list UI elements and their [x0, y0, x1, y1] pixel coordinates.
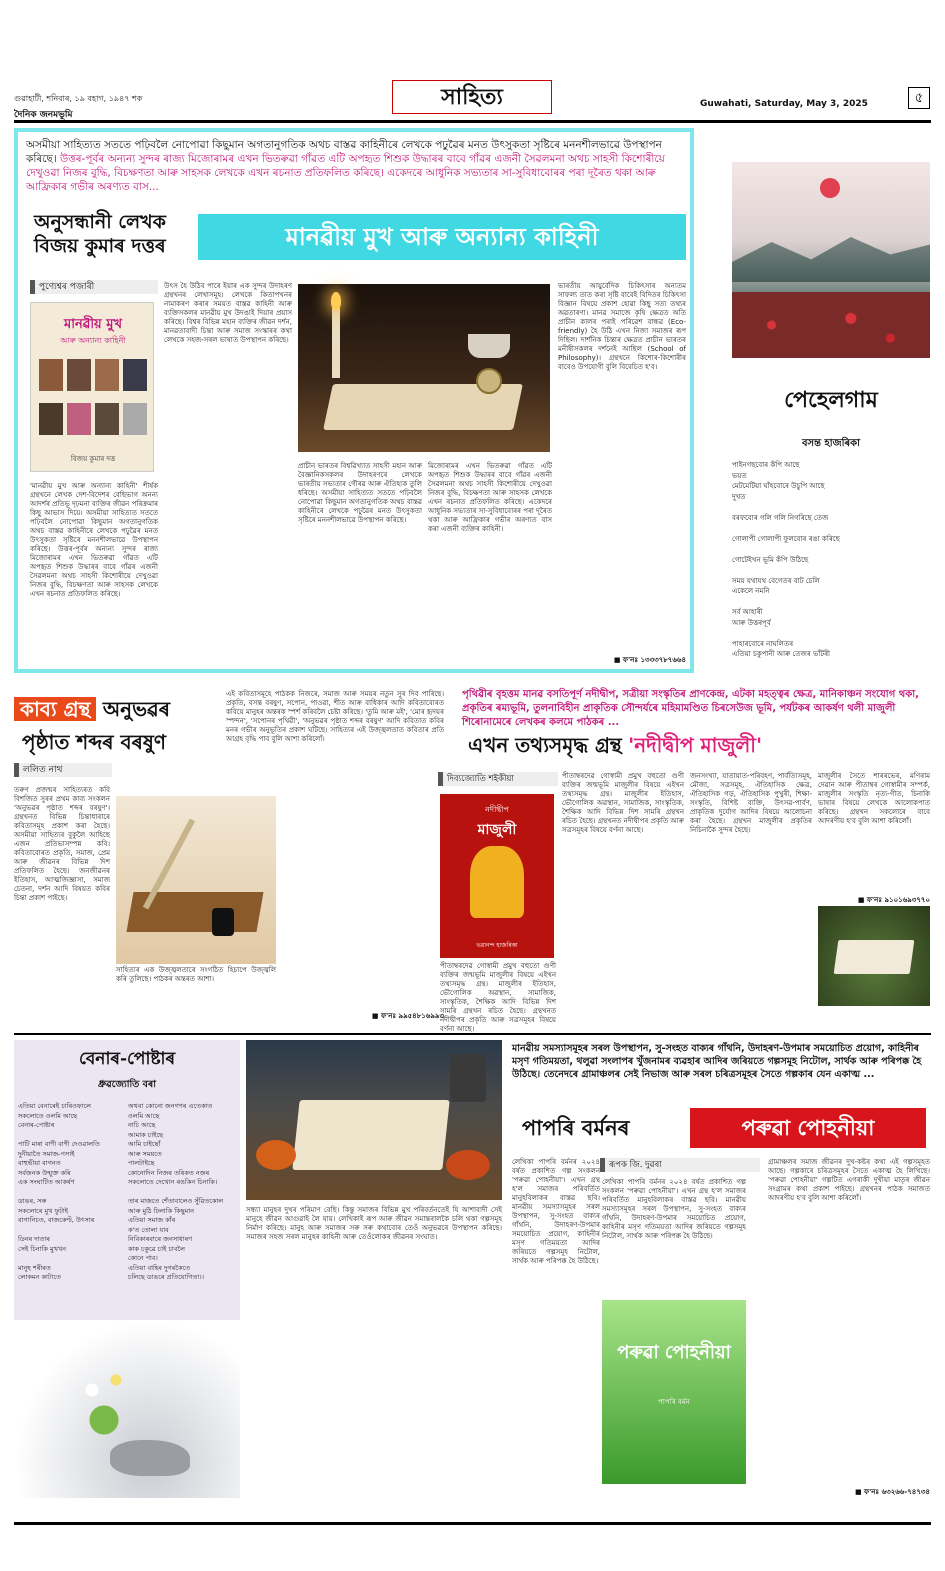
book-cover-subtitle: আৰু অন্যান্য কাহিনী: [60, 336, 126, 345]
majuli-book-title: মাজুলী: [477, 822, 517, 838]
poetry-byline: [14, 763, 112, 777]
book-cover-author: বিজয় কুমাৰ দত্ত: [70, 455, 116, 463]
masthead-left-date: গুৱাহাটী, শনিবাৰ, ১৯ বহাগ, ১৯৪৭ শক: [14, 94, 143, 103]
poetry-col2-text: এই কবিতাসমূহে পাঠকক নিজৰে, সমাজ আৰু সময়ৰ নতুন সুৰ দিব পাৰিছে। প্ৰকৃতি, বসন্ত বৰষুণ, সপোন, পাওৱা, শীত আৰু বাধিকাৰ আদি কবিতাবোৰত কবিয়ে মানুহৰ অন্তৰক স্পৰ্শ কৰিবলৈ চেষ্টা কৰিছে। 'তুমি আৰু মই', 'মোৰ হৃদয়ৰ স্পন্দন', 'সপোনৰ পৃথিৱী', 'অনুভৱৰ পৃষ্ঠাত শব্দৰ বৰষুণ' আদি কবিতাত কবিৰ মনৰ গভীৰ অনুভূতিৰ প্ৰকাশ ঘটিছে। সাহিত্যৰ এই উজ্জ্বলতাত কবিতাৰ প্ৰতি আগ্ৰহ বৃদ্ধি পাব বুলি আশা কৰিলোঁ।: [226, 690, 444, 743]
lead-col1-body: অসমীয়া সাহিত্যত সততে পঢ়িবলৈ নোপোৱা কিছুমান অগতানুগতিক অথচ বাস্তৱ কাহিনীৰে লেখকে পঢ়ুৱৈৰ মনত উৎসুকতা সৃষ্টিৰে মননশীলভাৱে উপস্থাপন কৰিছে। উত্তৰ-পূৰ্বৰ অন্যন্য সুন্দৰ ৰাজ্য মিজোৰামৰ এখন ভিতৰুৱা গাঁৱত এটি অপহৃত শিশুক উদ্ধাৰৰ বাবে গাঁৱৰ এজনী সৈৱলমনা অথচ সাহসী কিশোৰীয়ে দেখুওৱা নিজৰ বুদ্ধি, বিচক্ষণতা আৰু সাহসক লেখকে এখন ৰচনাত প্ৰতিফলিত কৰিছে।: [30, 509, 158, 598]
poem2-col2: অথবা কোনো জনগণৰ এতেকাত ওলমি আছে নাচি আছে আমাক চাইছে আমি চাইছোঁ আৰু সময়তে পালটাইছে কোনোদিন নিজৰ তৰিকত নজৰ সকলোতে দেখোন ৰঙকিন চিনাকি। তাৰ মাজতে শেঁতাবালেও সুঁৱিতকোল আৰু মুঠি ঢিলাকি কিছুমান এতিয়া সমাজ কাঁৰ ক'ত তোলা যাব নিবিকাৰবাৰে জনসাধাৰণ কাক চকুৱে চাই চাবলৈ কোনে পাব। এতিয়া বাহিৰ দুগৰকৈতে চলিছে ডাঙৰে প্ৰতিযোগিতা।।: [128, 1102, 224, 1281]
lead-article: [14, 128, 694, 673]
lead-intro-black: অসমীয়া সাহিত্যত সততে পঢ়িবলৈ নোপোৱা কিছুমান অগতানুগতিক অথচ বাস্তৱ কাহিনীৰে লেখকে পঢ়ুৱৈৰ মনত উৎসুকতা সৃষ্টিৰে মননশীলভাৱে উপস্থাপন কৰিছে।: [26, 139, 662, 165]
poetry-col1-a: তৰুণ প্ৰজন্মৰ সাহিত্যৰত কবি বিশজিত সুৰৰ প্ৰথম কাব্য সংকলন 'অনুভৱৰ পৃষ্ঠাত শব্দৰ বৰষুণ'। গ্ৰন্থখনত বিভিন্ন চিন্তাধাৰাৰে কবিতাসমূহ প্ৰকাশ কৰা হৈছে।: [14, 786, 110, 830]
poem1-text: পাইনগছবোৰ কঁপি আছে ভয়ত মেটমেটিয়া ঘাঁহবোৰে উচুপি আছে দুখত বৰফবোৰ গলি গলি নিগৰিছে তেজ গোলাপী গোলাপী ফুলবোৰ ৰঙা কৰিছে গোটেইখন ভূমি কঁপি উঠিছে সময় যথাযথ বেগেতৰ বাট চেলি একেলে নমনি সৰ্ব আহাৰী আৰু উত্তৰপূৰ্ব পাহাৰবোৰে নাঘলিতৰ এতিয়া চকুপানী আৰু তেজৰ ভাঁটৰী: [732, 461, 840, 658]
portraits-row-1: [39, 359, 147, 391]
pahuwa-col3-text: লেখিকা পাপৰি বৰ্মনৰ ২০২৪ বৰ্ষত প্ৰকাশিত গল্প সংকলন 'পৰুৱা পোহনীয়া'। এখন গ্ৰন্থ হ'ল সমাজৰ পৰিবৰ্তিত মানুহবিলাকৰ বাস্তৱ ছবি। মানৱীয় সমস্যাসমূহৰ সৰল উপস্থাপন, সু-সংহত বাক্যৰ গাঁথনি, উদাহৰণ-উপমাৰ সময়োচিত প্ৰয়োগ, কাহিনীৰ মসৃণ গতিময়তা আদিৰ জৰিয়তে গল্পসমূহ নিটোল, সাৰ্থক আৰু পৰিপক্ক হৈ উঠিছে।: [602, 1178, 746, 1240]
pahuwa-col2-text: লেখিকা পাপৰি বৰ্মনৰ ২০২৪ বৰ্ষত প্ৰকাশিত গল্প সংকলন 'পৰুৱা পোহনীয়া'। এখন গ্ৰন্থ হ'ল সমাজৰ পৰিবৰ্তিত মানুহবিলাকৰ বাস্তৱ ছবি। মানৱীয় সমস্যাসমূহৰ সৰল উপস্থাপন, সু-সংহত বাক্যৰ গাঁথনি, উদাহৰণ-উপমাৰ সময়োচিত প্ৰয়োগ, কাহিনীৰ মসৃণ গতিময়তা আদিৰ জৰিয়তে গল্পসমূহ নিটোল, সাৰ্থক আৰু পৰিপক্ক হৈ উঠিছে।: [512, 1158, 600, 1265]
poetry-kicker-red: কাব্য গ্ৰন্থ: [14, 697, 96, 721]
majuli-intro: পৃথিৱীৰ বৃহত্তম মানৱ বসতিপূৰ্ণ নদীদ্বীপ, সত্ৰীয়া সংস্কৃতিৰ প্ৰাণকেন্দ্ৰ, এটকা মহত্ত্বৰ ক্ষেত্ৰ, মানিকাঞ্চন সংযোগ থকা, প্ৰকৃতিৰ ৰম্যভূমি, তুলনাবিহীন প্ৰাকৃতিক সৌন্দৰ্যৰে মহিমামণ্ডিত চিৰসেউজ ভূমি, পৰ্যটকৰ আকৰ্ষণ থলী মাজুলী শিৰোনামেৰে লেখকৰ কলমে পাঠকৰ ...: [462, 689, 919, 728]
majuli-col3-text: মাজুলীৰ সৈতে শাৰৰভেৰ, মণিৰাম দেৱান আৰু পীতাম্বৰ গোস্বামীৰ সম্পৰ্ক, মাজুলীৰ সংস্কৃতি নৃত্য-গীত, চিনাকি ভাষাৰ বিষয়ে লেখকে আলোকপাত কৰিছে। গ্ৰন্থখন সকলোৰে বাবে আদৰণীয় হ'ব বুলি আশা কৰিলোঁ।: [818, 772, 930, 825]
lead-candle-image: [298, 284, 550, 452]
pehelgam-image: [732, 162, 930, 358]
pahuwa-byline-text: ৰূপক জি. দুৱৰা: [609, 1160, 662, 1170]
majuli-byline-text: দিব্যজ্যোতি শইকীয়া: [447, 774, 514, 784]
majuli-col2-text: জনসংখ্যা, যাতায়াত-পৰিবহণ, পাৰ্বত্যিসমূহ, মৌজা, সত্ৰসমূহ, ঐতিহাসিক ক্ষেত্ৰ, ঐতিহাসিক গড়, ঐতিহাসিক পুখুৰী, শিক্ষা-সংস্কৃতি, বিশিষ্ট ব্যক্তি, উৎসৱ-পাৰ্বণ, প্ৰাকৃতিক দুৰ্যোগ আদিৰ বিষয়ে আলোচনা কৰা হৈছে। গ্ৰন্থখন মাজুলীৰ প্ৰকৃতিৰ নিচিনাকৈ সুন্দৰ হৈছে।: [690, 772, 812, 834]
lead-byline-text: পুণ্যেশ্বৰ পজাৰী: [39, 282, 95, 292]
pahuwa-headline: [522, 1108, 930, 1148]
majuli-book-cover: [440, 794, 554, 958]
pahuwa-phone: ■ ফ'নঃ ৬৩২৬৬-৭৪৭৩৪: [854, 1488, 930, 1496]
lead-col3-text: প্ৰাচীন ভাৰতৰ বিশ্বৱিখ্যাত সাহসী মহান আৰু বৈজ্ঞানিকসকলৰ উদাহৰণৰে লেখকে ভাৰতীয় সভ্যতাৰ গৌৰৱ আৰু ঐতিহ্যক তুলি ধৰিছে। অসমীয়া সাহিত্যত সততে পঢ়িবলৈ নোপোৱা কিছুমান অগতানুগতিক অথচ বাস্তৱ কাহিনীৰে লেখকে পঢ়ুৱৈৰ মনত উৎসুকতা সৃষ্টিৰে মননশীলভাৱে উপস্থাপন কৰিছে।: [298, 462, 422, 524]
pahuwa-cover-author: পাপৰি বৰ্মন: [658, 1398, 690, 1406]
lead-intro: [26, 138, 686, 194]
lead-phone: ■ ফ'নঃ ১৩৩৩৭৮৭৬৬৪: [613, 656, 686, 664]
pahuwa-book-cover: [602, 1300, 746, 1484]
pahuwa-byline: [600, 1158, 760, 1172]
poetry-col1-text: [14, 786, 110, 1008]
section-title: সাহিত্য: [392, 80, 552, 114]
masthead-right-date: Guwahati, Saturday, May 3, 2025: [700, 99, 868, 109]
pahuwa-cover-title: পৰুৱা পোহনীয়া: [617, 1342, 731, 1363]
lead-byline: [30, 280, 158, 294]
flowers-watercolor-image: [14, 1320, 240, 1498]
majuli-headline-black: এখন তথ্যসমৃদ্ধ গ্ৰন্থ: [468, 733, 622, 757]
majuli-headline-color: 'নদীদ্বীপ মাজুলী': [628, 733, 763, 757]
lead-book-cover: [30, 302, 154, 472]
lead-col1-dropcap-para: 'মানৱীয় মুখ আৰু অন্যান্য কাহিনী' শীৰ্ষক গ্ৰন্থখনে লেখক দেশ-বিদেশৰ বেছিভাগ অনন্য আদৰ্শৰ প্ৰতিভূ দৃঢ়মনা ব্যক্তিৰ জীৱন পৰিক্ৰমাৰ কিছু আভাস দিয়ে।: [30, 482, 158, 517]
majuli-col1-text: পীতাম্বৰদেৱ গোস্বামী প্ৰমুখ বহুতো গুণী ব্যক্তিৰ জন্মভূমি মাজুলীৰ বিষয়ে এইখন তথ্যসমৃদ্ধ গ্ৰন্থ। মাজুলীৰ ইতিহাস, ভৌগোলিক অৱস্থান, সামাজিক, সাংস্কৃতিক, শৈক্ষিক আদি বিভিন্ন দিশ সামৰি গ্ৰন্থখন ৰচিত হৈছে। গ্ৰন্থখনত নদীদ্বীপৰ প্ৰকৃতি আৰু সত্ৰসমূহৰ বিষয়ে বৰ্ণনা আছে।: [562, 772, 684, 834]
poetry-col1-b: অসমীয়া সাহিত্যৰ বুকুলৈ আহিছে এজন প্ৰতিভাসম্পন্ন কবি। কবিতাবোৰত প্ৰকৃতি, সমাজ, প্ৰেম আৰু জীৱনৰ বিভিন্ন দিশ প্ৰতিফলিত হৈছে। জনজীৱনৰ ইতিহাস, আত্মজিজ্ঞাসা, সমাজ চেতনা, দৰ্শন আদি বিষয়ত কবিৰ চিন্তা প্ৰকাশ পাইছে।: [14, 831, 110, 902]
pahuwa-col1-text: সন্ধ্যা মানুহৰ দুখৰ পৰিমাণ বেছি। কিন্তু সমাজৰ বিভিন্ন মুখ পৰিবৰ্তনতেই যি আশাবাদী সেই মানুহে জীৱন আগুৱাই লৈ যায়। লেখিকাই ৰূপ আৰু জীৱন সমান্তৰালকৈ চলি থকা গল্পসমূহ নিৰ্মাণ কৰিছে। মানুহ আৰু সমাজৰ সৰু সৰু কথাবোৰ তেওঁ অনুভৱৰে উপস্থাপন কৰিছে। সমাজৰ সহজ সৰল মানুহৰ কাহিনী আৰু তেওঁলোকৰ জীৱনৰ সংঘাত।: [246, 1206, 502, 1241]
majuli-book-top: নদীদ্বীপ: [485, 805, 509, 814]
autumn-book-image: [246, 1040, 502, 1200]
lead-headline: মানৱীয় মুখ আৰু অন্যান্য কাহিনী: [198, 214, 686, 260]
poetry-headline: পৃষ্ঠাত শব্দৰ বৰষুণ: [22, 730, 166, 754]
pahuwa-intro: মানৱীয় সমস্যাসমূহৰ সৰল উপস্থাপন, সু-সংহত বাক্যৰ গাঁথনি, উদাহৰণ-উপমাৰ সময়োচিত প্ৰয়োগ, কাহিনীৰ মসৃণ গতিময়তা, থলুৱা সংলাপৰ খুঁজনামৰ ব্যৱহাৰ আদিৰ জৰিয়তে গল্পসমূহ নিটোল, সাৰ্থক আৰু পৰিপক্ক হৈ উঠিছে। তেনেদৰে গ্ৰামাঞ্চলৰ সেই নিভাজ আৰু সৰল চৰিত্ৰসমূহৰ সৈতে গল্পকাৰ যেন একাত্ম ...: [512, 1043, 922, 1080]
pahuwa-col4-text: গ্ৰামাঞ্চলৰ সমাজ জীৱনৰ দুখ-কষ্টৰ কথা এই গল্পসমূহত আছে। গল্পকাৰে চৰিত্ৰসমূহৰ সৈতে একাত্ম হৈ লিখিছে। 'পৰুৱা পোহনীয়া' গল্পটিত এগৰাকী দুখীয়া মাতৃৰ জীৱন সংগ্ৰামৰ কথা প্ৰকাশ পাইছে। গ্ৰন্থখনৰ পাঠক সমাজত আদৰণীয় হ'ব বুলি আশা কৰিলোঁ।: [768, 1158, 930, 1202]
poetry-phone: ■ ফ'নঃ ৯৯৫৪৮১৬৯৯৩: [371, 1012, 444, 1020]
lead-col4-text: মিজোৰামৰ এখন ভিতৰুৱা গাঁৱত এটি অপহৃত শিশুক উদ্ধাৰৰ বাবে গাঁৱৰ এজনী সৈৱলমনা অথচ সাহসী কিশোৰীয়ে দেখুওৱা নিজৰ বুদ্ধি, বিচক্ষণতা আৰু সাহসক লেখকে এখন ৰচনাত প্ৰতিফলিত কৰিছে। একেদৰে আধুনিক সভ্যতাৰ সা-সুবিধাবোৰৰ পৰা দূৰৈত থকা আৰু আফ্ৰিকাৰ গভীৰ অৰণ্যত বাস কৰা এজনী ব্যক্তিৰ কাহিনী।: [428, 462, 552, 533]
lead-col2-text: উৎস হৈ উঠিব পাৰে ইয়াৰ এক সুন্দৰ উদাহৰণ গ্ৰন্থখনৰ লেখাসমূহ। লেখকে কিতাপখনৰ নামাকৰণ কৰাৰ সময়ত বাস্তৱ কাহিনী আৰু ব্যক্তিসকলৰ মানৱীয় মুখ উদঙাই দিয়াৰ প্ৰয়াস কৰিছে। বিশ্বৰ বিভিন্ন মহান ব্যক্তিৰ জীৱন দৰ্শন, মানৱতাবাদী চিন্তা আৰু সমাজ সংস্কাৰৰ কথা লেখকে সহজ-সৰল ভাষাত উপস্থাপন কৰিছে।: [164, 282, 292, 344]
lead-col1-text: [30, 482, 158, 670]
masthead-rule: [14, 120, 931, 123]
majuli-headline: [468, 730, 928, 760]
majuli-open-book-image: [818, 906, 930, 1006]
poem2-author: ধ্ৰুৱজ্যোতি বৰা: [98, 1079, 156, 1090]
poem1-author: বসন্ত হাজৰিকা: [801, 438, 861, 449]
majuli-phone: ■ ফ'নঃ ৯১০১৬৯৩৭৭০: [857, 896, 930, 904]
poetry-kicker-black: অনুভৱৰ: [102, 697, 170, 721]
poem2-col1: এতিয়া বেনাৰেই চাৰিওফালে সকলোতে ওলমি আছে বেনাৰ-পোষ্টাৰ পাটি মাৰা বাণী বাণী দেওৱালতি দুনীয়াতৈ সমাজ-পসাই বাহুভীয়া বাগনত সৰ্বজনক উন্মুক্ত কৰি এক সংঘাটিত আকৰ্ষণ ডাঙৰ, সৰু সকলোৰে মুখ ফুটাই বাগানিচত, বাজকেণ্ট, উৎসাৰ ডিনৰ দাতাৰ সেই চিনাকি মুখখন মানুহ শৰীৰত লোকমন কাটাতে: [18, 1102, 100, 1281]
poetry-review-kicker: [14, 692, 170, 726]
bottom-rule: [14, 1522, 931, 1525]
majuli-below-cover-text: পীতাম্বৰদেৱ গোস্বামী প্ৰমুখ বহুতো গুণী ব্যক্তিৰ জন্মভূমি মাজুলীৰ বিষয়ে এইখন তথ্যসমৃদ্ধ গ্ৰন্থ। মাজুলীৰ ইতিহাস, ভৌগোলিক অৱস্থান, সামাজিক, সাংস্কৃতিক, শৈক্ষিক আদি বিভিন্ন দিশ সামৰি গ্ৰন্থখন ৰচিত হৈছে। গ্ৰন্থখনত নদীদ্বীপৰ প্ৰকৃতি আৰু সত্ৰসমূহৰ বিষয়ে বৰ্ণনা আছে।: [440, 962, 556, 1033]
pahuwa-headline-black: পাপৰি বৰ্মনৰ: [522, 1115, 630, 1140]
lead-kicker: অনুসন্ধানী লেখক বিজয় কুমাৰ দত্তৰ: [34, 211, 166, 257]
poetry-caption: সাহিত্যৰ এক উজ্জ্বলতাৰে সংগঠিত হিচাপে উজ্জ্বলি কৰি তুলিছে। পাঠকৰ অন্তৰত আশা।: [116, 966, 276, 983]
poetry-byline-text: ললিত নাথ: [23, 765, 63, 775]
masthead-paper-name: দৈনিক জনমভূমি: [14, 110, 73, 120]
poem1-title: পেহেলগাম: [784, 387, 878, 413]
mid-rule: [14, 1033, 931, 1035]
portraits-row-2: [39, 403, 147, 435]
majuli-byline: [438, 772, 558, 786]
lead-col5-text: ভাৰতীয় আয়ুৰ্বেদিক চিকিৎসাৰ অন্যতম সাফল্য তাত কৰা সৃষ্টি বাবেই বিদিতৰ চিকিৎসা বিজ্ঞান বিষয়ে প্ৰকাশ হোৱা কিছু সত্য তথ্যৰ অৱতাৰণা। মানৱ সমাজে কৃষি ক্ষেত্ৰত অতি প্ৰাচীন কালৰ পৰাই পৰিৱেশ বান্ধৱ (Eco-friendly) হৈ উঠি এখন নিজা সমাজৰ ৰূপ দিছিল। দাৰ্শনিক চিন্তাৰ ক্ষেত্ৰত প্ৰাচীন ভাৰতৰ মনীষীসকলৰ দৰ্শনেই আছিল (School of Philosophy)। গ্ৰন্থখনে কিশোৰ-কিশোৰীৰ বাবেও উপযোগী বুলি বিবেচিত হ'ব।: [558, 282, 686, 371]
poem2-title: বেনাৰ-পোষ্টাৰ: [78, 1049, 176, 1069]
page-number: ৫: [908, 87, 930, 109]
book-cover-title: মানৱীয় মুখ: [63, 317, 122, 332]
lead-intro-color: উত্তৰ-পূৰ্বৰ অন্যন্য সুন্দৰ ৰাজ্য মিজোৰামৰ এখন ভিতৰুৱা গাঁৱত এটি অপহৃত শিশুক উদ্ধাৰৰ বাবে গাঁৱৰ এজনী সৈৱলমনা অথচ সাহসী কিশোৰীয়ে দেখুওৱা নিজৰ বুদ্ধি, বিচক্ষণতা আৰু সাহসক লেখকে এখন ৰচনাত প্ৰতিফলিত কৰিছে। একেদৰে আধুনিক সভ্যতাৰ সা-সুবিধাবোৰৰ পৰা দূৰৈত থকা আৰু আফ্ৰিকাৰ গভীৰ অৰণ্যত বাস...: [26, 153, 665, 193]
majuli-book-author: ভৱানন্দ হাজৰিকা: [476, 942, 518, 949]
pahuwa-headline-red: পৰুৱা পোহনীয়া: [690, 1108, 926, 1148]
